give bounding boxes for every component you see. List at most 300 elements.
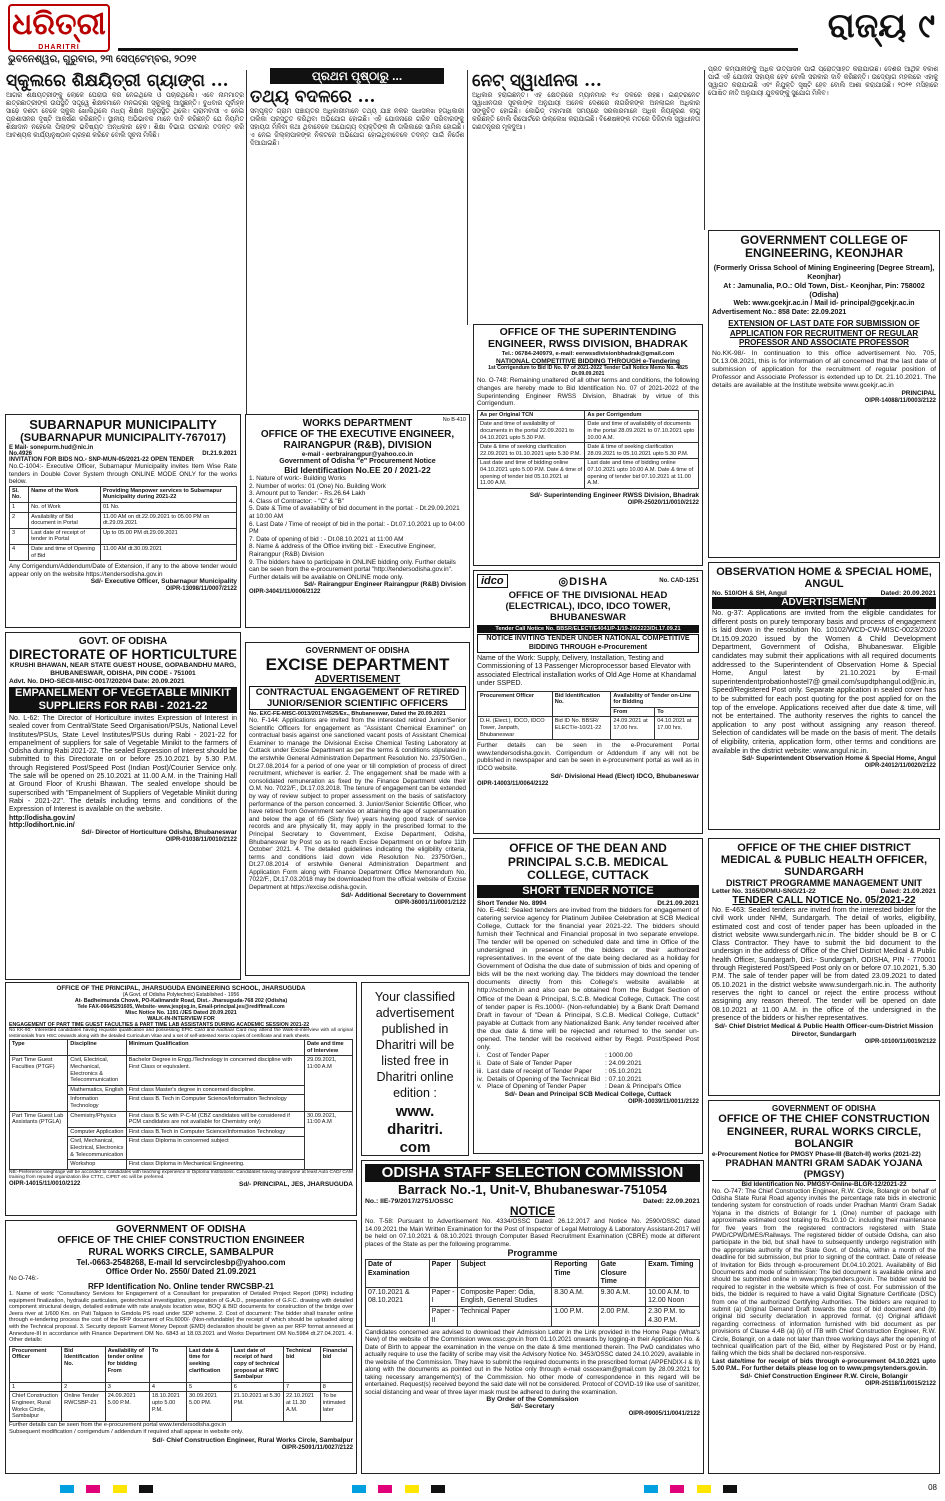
- column-rule: [467, 70, 468, 325]
- cell: 4: [149, 1382, 186, 1392]
- ad-no: No. EXC-FE-MISC-0013/2017/4525/Ex., Bhubaneswar, Dated the 20.09.2021: [249, 711, 446, 717]
- cell: 1: [10, 1382, 62, 1392]
- th: Availability of tender online for bidding From: [105, 1346, 149, 1382]
- table-row: [10, 1346, 353, 1382]
- ad-signature: Sd/- Executive Officer, Subarnapur Municipality: [90, 578, 237, 586]
- ad-ref: OIPR-25091/11/0027/2122: [281, 1444, 353, 1451]
- article-title: ନେଟ୍ ସ୍ୱାଧୀନତା ...: [472, 71, 602, 91]
- ad-ref: OIPR-01038/11/0010/2122: [165, 836, 237, 843]
- ad-date: Dt.21.9.2021: [202, 451, 237, 457]
- cell: Last date and time of bidding online 04.10.2021 upto 5.00 P.M. Date & time of opening of tender bid 05.10.2021 at 11.00 A.M.: [478, 459, 585, 488]
- ad-table: [9, 1346, 353, 1422]
- ad-body: No. O-747: The Chief Construction Engineer, R.W. Circle, Bolangir on behalf of Odisha State Rural Road agency invites the percentage rate bids in electronic tendering system for construction of roads under Pradhan Mantri Gram Sadak Yojana in the districts of Bolangir for 1 (One) number of package with approximate estimated cost totaling to Rs.10.10 Cr. including their maintenance for five years from the registered contractors registered with State PWD/CPWD/MES/Railways. The registered bidder of outside Odisha, can also participate in the bid, but shall have to subsequently undergo registration with the appropriate authority of the State Govt. of Odisha, within a month of the deadline for bid submission, but prior to signing of the contract. Date of release of Invitation for Bids through e-procurement Dt.04.10.2021. Availability of Bid Documents and mode of submission: The bid document is available online and should be submitted online in www.pmgsytenders.gov.in. The bidder would be required to register in the website which is free of cost. For submission of the bids, the bidder is required to have a valid Digital Signature Certificate (DSC) from one of the authorized Certifying Authorities. The bidders are required to submit (a) Original Demand Draft towards the cost of bid document and (b) original bid security declaration in approved format. (c) Original affidavit regarding correctness of information furnished with bid document as per provisions of Clause 4.4B (a) (ii) of ITB with Chief Construction Engineer, R.W. Circle, Bolangir, on a date not later than three working days after the opening of technical qualification part of the Bid, either by Registered Post or by Hand, failing which the bids shall be declared non-responsive.: [712, 1187, 936, 1358]
- cell: 30.09.2021, 11:00 A.M: [304, 1111, 352, 1169]
- ad-work: Name of the Work: Supply, Delivery, Installation, Testing and Commissioning of 13 Passenger Microprocessor based Elevator with associated Electrical installation works of Old Age Home at Khandamal under SSPED.: [477, 655, 697, 688]
- ad-title: SUBARNAPUR MUNICIPALITY: [29, 417, 217, 432]
- th-original: As per Original TCN: [478, 410, 585, 420]
- list-item: 5. Date & Time of availability of bid document in the portal: - Dt.29.09.2021 at 10:00 AM: [249, 505, 460, 520]
- ad-signature: Sd/- PRINCIPAL, JES, JHARSUGUDA: [238, 1180, 353, 1188]
- th: Subject: [458, 1260, 552, 1288]
- ad-title: OFFICE OF THE CHIEF DISTRICT MEDICAL & PUBLIC HEALTH OFFICER, SUNDARGARH: [720, 842, 928, 878]
- ad-body: No. g-37: Applications are invited from the eligible candidates for different posts on purely temporary basis and process of engagement is laid down in the resolution No. 10102/WCD-CW-MISC-0023/2020 Dt.15.09.2020 issued by the Women & Child Development Department, Government of Odisha, Bhubaneswar. Eligible candidates may submit their applications with all required documents addressed to the Superintendent of Observation Home & Special Home, Angul latest by 21.10.2021 by E-mail superintendentprobationhostel7@ gmail.com/supdtphangul.od@nic.in, Speed/Registered Post only. Separate application in sealed cover has to be submitted for each post quoting for the post applied for on the top of the envelope. Applications received after due date & time, will not be entertained. The authority reserves the rights to cancel the application to any post without assigning any reason thereof. Selection of candidates will be made on the basis of merit. The details of eligibility, criteria, application form, other terms and conditions are available in the district website: www.angul.nic.in.: [712, 608, 936, 755]
- article-continued: [250, 66, 464, 414]
- table-row: [10, 528, 237, 544]
- cell: Information Technology: [68, 1095, 126, 1111]
- cell: 8: [320, 1382, 352, 1392]
- cell: 4: [10, 544, 29, 560]
- ad-no: No B-410: [442, 417, 466, 423]
- th: Technical bid: [284, 1346, 321, 1382]
- ad-ossc-notice: [361, 1160, 704, 1474]
- item-label: Cost of Tender Paper: [487, 1052, 550, 1060]
- ad-gce-keonjhar: [708, 230, 940, 558]
- ad-sub: CONTRACTUAL ENGAGEMENT OF RETIRED JUNIOR/SENIOR SCIENTIFIC OFFICERS: [249, 686, 466, 710]
- cell: Bid ID No. BBSR/ ELECT/e-10/21-22: [552, 717, 611, 740]
- ad-body: No. L-62: The Director of Horticulture invites Expression of Interest in sealed cover from Central/State Seed Organisation/PSUs, National Level Institutes/PSUs, State Level Institutes/PSUs during Rabi - 2021-22 for empanelment of suppliers for sale of Vegetable Minikit to the farmers of Odisha during Rabi 2021-22. The sealed Expression of Interest should be submitted to this Directorate on or before 25.10.2021 by 5.30 P.M. through Registered Post/Speed Post (Indian Post)/Courier Service only. The sale will be opened on 25.10.2021 at 11.00 A.M. in the Training Hall at Ground Floor of Krushi Bhawan. The sealed envelope should be superscribed with "Empanelment of Suppliers of Vegetable Minikit during Rabi - 2021-22". The details including terms and conditions of the Expression of Interest is available on the website.: [9, 715, 237, 814]
- ad-gov: GOVT. OF ODISHA: [78, 636, 168, 647]
- ad-notice: NATIONAL COMPETITIVE BIDDING THROUGH e-Tendering: [496, 358, 680, 366]
- article-right-column: [708, 66, 938, 228]
- th: Type: [10, 1040, 68, 1056]
- ad-ref: OIPR-34041/11/0006/2122: [249, 589, 321, 596]
- list-item: 2. Number of works: 01 (One) No. Building Work: [249, 482, 386, 490]
- ad-adv: ADVERTISEMENT: [314, 674, 401, 685]
- ad-observation-home-angul: [708, 562, 940, 830]
- item-label: Last date of receipt of Tender Paper: [487, 1067, 592, 1075]
- ad-signature: PRINCIPAL: [901, 389, 936, 397]
- th: Bid Identification No.: [552, 691, 611, 717]
- cell: 2: [10, 512, 29, 528]
- item-index: iv.: [477, 1075, 484, 1083]
- ad-body: No. E-463: Sealed tenders are invited from the interested bidder for the civil work under NHM, Sundargarh. The detail of works, eligibility, estimated cost and cost of tender paper has been uploaded in the district website www.sundergarh.nic.in. The bidder should be B or C Class Contractor. They have to submit the bid document to the undersign in the address of Office of the Chief District Medical & Public health Officer, Sundargarh, Dist.- Sundargarh, ODISHA, PIN - 770001 through Registered Post/Speed Post only on or before 07.10.2021, 5.30 P.M. The sale of tender paper will be from dated 23.09.2021 to dated 05.10.2021 in the district website www.sundergarh.nic.in. The authority reserves the right to cancel or reject the entire process without assigning any reason thereof. The tender will be opened on date 08.10.2021 at 11.00 A.M. in the office of the undersigned in the presence of the bidders or his/her representatives.: [712, 907, 936, 1022]
- cell: No. of Work: [29, 502, 101, 512]
- item-label: Place of Opening of Tender Paper: [487, 1083, 587, 1091]
- table-row: [10, 1382, 353, 1392]
- th: From: [611, 707, 655, 717]
- ad-title2: OFFICE OF THE EXECUTIVE ENGINEER, RAIRANGPUR (R&B), DIVISION: [260, 429, 455, 451]
- ad-ref: OIPR-14003/11/0064/2122: [477, 780, 549, 787]
- cell: To be intimated later: [320, 1392, 352, 1421]
- cell: Bachelor Degree in Engg./Technology in concerned discipline with First Class or equivalent.: [126, 1056, 304, 1085]
- ad-date: Dated: 22.09.2021: [642, 1198, 700, 1205]
- item-label: Details of Opening of the Technical Bid: [487, 1075, 601, 1083]
- ad-no: No. 510/OH & SH, Angul: [712, 590, 787, 597]
- article-body: ଅଧିକାର ହରାଇଛନ୍ତି। ଏହି କ୍ଷେତ୍ରରେ ମ୍ୟାନମାର ୧୪ ଡଳରେ ରହିଛି। ଇଣ୍ଟରନେଟ ସ୍ୱାଧୀନତାର ସୂଚକାଙ୍କ ଅନୁଯାୟୀ ଅନେକ ଦେଶରେ ନାଗରିକଙ୍କ ଅନଲାଇନ ଅଧିକାର ସଙ୍କୁଚିତ ହୋଇଛି। କୋଭିଡ୍ ମହାମାରୀ ସମୟରେ ସରକାରମାନେ ଅଧିକ ନିୟନ୍ତ୍ରଣ ଲାଗୁ କରିଛନ୍ତି ବୋଲି ରିପୋର୍ଟରେ ଉଲ୍ଲେଖ କରାଯାଇଛି। ବିଶେଷଜ୍ଞଙ୍କ ମତରେ ଡିଜିଟାଲ ସ୍ୱାଧୀନତା ଗଣତନ୍ତ୍ରର ମୂଳଦୁଆ।: [472, 92, 700, 131]
- cell: Date & time of seeking clarification 28.09.2021 to 05.10.2021 upto 5.30 P.M.: [585, 443, 699, 459]
- cell: 2: [62, 1382, 106, 1392]
- ad-ref: OIPR-10039/11/0011/2122: [627, 1099, 699, 1106]
- cell: Civil, Mechanical, Electrical, Electronics & Telecommunication: [68, 1137, 126, 1160]
- color-swatch: [378, 1485, 392, 1493]
- ad-web: Web: www.gcekjr.ac.in / Mail id- principal@gcekjr.ac.in: [733, 300, 915, 307]
- ad-signature: Sd/- Chief Construction Engineer R.W. Circle, Bolangir: [740, 1372, 908, 1380]
- cell: Date and time of Opening of Bid: [29, 544, 101, 560]
- th: Reporting Time: [552, 1260, 598, 1288]
- cell: Paper - II: [429, 1307, 458, 1326]
- ad-table: [9, 486, 237, 561]
- cell: 22.10.2021 at 11.30 A.M.: [284, 1392, 321, 1421]
- promo-url[interactable]: com: [399, 1139, 431, 1156]
- section-title: ରାଜ୍ୟ ୯: [827, 6, 935, 46]
- ad-bid: Bid Identification No.EE 20 / 2021-22: [284, 465, 431, 475]
- list-item: 3. Amount put to Tender: - Rs.26.64 Lakh: [249, 490, 366, 498]
- cell: Last date of receipt of tender in Portal: [29, 528, 101, 544]
- table-row: [366, 1260, 700, 1288]
- list-item: [477, 1060, 699, 1068]
- ad-link[interactable]: http://odihort.nic.in/: [9, 821, 75, 829]
- color-swatch: [139, 1485, 153, 1493]
- th: Providing Manpower services to Subarnapur Municipality during 2021-22: [101, 486, 237, 502]
- ad-jharsuguda-engineering-school: [5, 982, 357, 1216]
- ad-no: No. CAD-1251: [659, 578, 699, 584]
- table-row: [10, 1392, 353, 1421]
- cell: Online Tender RWCSBP-21: [62, 1392, 106, 1421]
- cell: Availability of Bid document in Portal: [29, 512, 101, 528]
- column-rule: [246, 70, 247, 415]
- cell: First class Master's degree in concerned discipline.: [126, 1085, 304, 1095]
- item-value: : 05.10.2021: [605, 1067, 642, 1075]
- ad-title: ODISHA STAFF SELECTION COMMISSION: [365, 1164, 700, 1182]
- th: Gate Closure Time: [598, 1260, 645, 1288]
- th-corrigendum: As per Corrigendum: [585, 410, 699, 420]
- color-swatch: [431, 1485, 445, 1493]
- column-rule: [704, 70, 705, 230]
- item-index: v.: [477, 1083, 482, 1091]
- color-swatch: [644, 1485, 658, 1493]
- ad-sub: 1st Corrigendum to Bid ID No. 07 of 2021-2022 Tender Call Notice Memo No. 4825 Dt.09.09.2021: [488, 365, 688, 378]
- ad-title: OFFICE OF THE DEAN AND PRINCIPAL S.C.B. MEDICAL COLLEGE, CUTTACK: [507, 841, 669, 882]
- ad-date: Dated: 21.09.2021: [880, 888, 936, 895]
- color-swatch: [670, 1485, 684, 1493]
- cell: Composite Paper: Odia, English, General Studies: [458, 1287, 552, 1306]
- cell: Part Time Guest Lab Assistants (PTGLA): [10, 1111, 68, 1169]
- item-value: : 24.09.2021: [605, 1059, 642, 1067]
- ad-extension: EXTENSION OF LAST DATE FOR SUBMISSION OF APPLICATION FOR RECRUITMENT OF REGULAR PROFESSOR AND ASSOCIATE PROFESSOR: [728, 319, 920, 347]
- ad-address: At- Badheimunda Chowk, PO-Kalimandir Road, Dist.- Jharsuguda-768 202 (Odisha): [74, 998, 288, 1004]
- cell: Mathematics, English: [68, 1085, 126, 1095]
- article-net-freedom: [472, 70, 700, 324]
- cell: Date and time of availability of documents in the portal 22.09.2021 to 04.10.2021 upto 5.30 P.M.: [478, 420, 585, 443]
- table-row: [10, 502, 237, 512]
- ad-title2: (SUBARNAPUR MUNICIPALITY-767017): [20, 432, 226, 444]
- ad-works-rairangpur: [245, 414, 470, 628]
- ad-ref: OIPR-14088/11/0003/2122: [864, 397, 936, 404]
- ad-body: No.C-1004:- Executive Officer, Subarnapur Municipality invites Item Wise Rate tenders in Double Cover System through ONLINE MODE ONLY for the works below.: [9, 463, 237, 486]
- ad-title: EXCISE DEPARTMENT: [265, 655, 450, 674]
- idco-logo-icon: idco: [477, 574, 508, 588]
- ad-footnote: Further details can be seen in the e-Procurement Portal www.tendersodisha.gov.in. Corrigendum or Addendum if any will not be published in newspaper and can be seen in e-procurement portal as well as in IDCO website.: [477, 742, 699, 772]
- ad-sub: (A Govt. of Odisha Polytechnic) Established - 1956: [122, 992, 240, 998]
- ad-body: No.KK-98/- In continuation to this office advertisement No. 705, Dt.13.08.2021, this is for information of all concerned that the last date of submission of application for the recruitment of regular position of Professor and Associate Professor is extended up to Dt. 21.10.2021. The details are available at the Institute website www.gcekjr.ac.in: [712, 349, 936, 389]
- ad-no: No.4926: [9, 451, 33, 457]
- list-item: 9. The bidders have to participate in ONLINE bidding only. Further details can be seen from the e-procurement portal "http://tendersodisha.gov.in". Further details will be available on ONLINE mode only.: [249, 558, 456, 581]
- th: To: [149, 1346, 186, 1382]
- color-swatch: [60, 1485, 74, 1493]
- ad-misc: Misc Notice No. 1191 /JES Dated 20.09.2021: [125, 1010, 237, 1016]
- promo-url[interactable]: www.: [395, 1103, 435, 1120]
- article-title: ସ୍କୁଲରେ ଶିକ୍ଷୟିତ୍ରୀ ଗ୍ୟାଙ୍ଗ ...: [6, 71, 229, 91]
- ad-bar: NOTICE INVITING TENDER UNDER NATIONAL COMPETITIVE BIDDING THROUGH e-Procurement: [477, 634, 699, 653]
- th: Minimum Qualification: [126, 1040, 304, 1056]
- cell: 3: [105, 1382, 149, 1392]
- cell: Date and time of availability of documents in the portal 28.09.2021 to 07.10.2021 upto 10.00 A.M.: [585, 420, 699, 443]
- ad-signature: Sd/- Chief District Medical & Public Health Officer-cum-District Mission Director, Sundargarh: [714, 1023, 934, 1039]
- ad-body: No KK-90:- Interested candidates having requisite qualification and possessing EPIC Card and Aadhaar Card may attend the Walk-in-interview with all original testimonials from HSC onwards along with the detailed Curriculum Vitae and a set of self-attested Xerox copies of certificate and mark sheets.: [9, 1028, 353, 1039]
- ad-order: Office Order No. 2550/ Dated 21.09.2021: [105, 1267, 257, 1276]
- cell: 11.00 AM dt.30.09.2021: [101, 544, 237, 560]
- list-item: [477, 1052, 699, 1060]
- cell: D.H. (Elect.), IDCO, IDCO Tower, Janpath, Bhubaneswar: [478, 717, 553, 740]
- ad-bar: PRADHAN MANTRI GRAM SADAK YOJANA (PMGSY): [712, 1158, 936, 1181]
- ad-title: DIRECTORATE OF HORTICULTURE: [9, 647, 237, 662]
- th: Exam. Timing: [646, 1260, 700, 1288]
- ad-table: [477, 410, 699, 489]
- th: Paper: [429, 1260, 458, 1288]
- list-item: 8. Name & address of the Office inviting bid: - Executive Engineer, Rairangpur (R&B) Division: [249, 543, 436, 558]
- item-value: : 1000.00: [605, 1052, 633, 1060]
- ad-last-date: Last date/time for receipt of bids through e-procurement 04.10.2021 upto 5.00 P.M.. For further details please log on to www.pmgsytenders.gov.in.: [712, 1357, 936, 1373]
- item-label: Date of Sale of Tender Paper: [487, 1059, 572, 1067]
- table-row: [366, 1287, 700, 1306]
- cell: 18.10.2021 upto 5.00 P.M.: [149, 1392, 186, 1421]
- ad-head: ENGAGEMENT OF PART TIME GUEST FACULTIES & PART TIME LAB ASSISTANTS DURING ACADEMIC SESSION 2021-22: [9, 1022, 310, 1028]
- newspaper-logo[interactable]: ଧରିତ୍ରୀ DHARITRI: [8, 4, 110, 52]
- ad-body: No. E-461: Sealed tenders are invited from the bidders for engagement of catering service agency for Platinum Jubilee Celebration at SCB Medical College, Cuttack for the financial year 2021-22. The bidders should furnish their Technical and Financial proposal in two separate envelope. The tender will be opened on scheduled date and time in Office of the undersigned in presence of the bidders or their authorized representatives. In the event of the date being declared as a holiday for Government of Odisha the due date of submission of bids and opening of bids will be the next working day. The bidders may download the tender documents directly from this College's website available at http://scbmch.in and also can be obtained from the Budget Section of Office of the Dean & Principal, S.C.B. Medical College, Cuttack. The cost of tender paper is Rs.1000/- (Non-refundable) by a Bank Draft Demand Draft in favour of "Dean & Principal, S.C.B. Medical College, Cuttack" payable at Cuttack from any Nationalized Bank. Any tender received after the due date & time will be rejected and returned to the sender un-opened. The tender will be received either by Regd. Post/Speed Post only.: [477, 906, 699, 1052]
- th: Last date & time for seeking clarification: [186, 1346, 231, 1382]
- cell: Computer Application: [68, 1127, 126, 1137]
- th: Bid Identification No.: [62, 1346, 106, 1382]
- ad-signature: Sd/- Additional Secretary to Government: [340, 891, 466, 899]
- ad-signature: Sd/- Superintending Engineer RWSS Division, Bhadrak: [529, 491, 699, 499]
- ad-table: [9, 1039, 353, 1170]
- ad-signature: Sd/- Secretary: [510, 1403, 555, 1411]
- list-item: 7. Date of opening of bid : - Dt.08.10.2021 at 11:00 AM: [249, 535, 404, 543]
- list-item: [477, 1076, 699, 1084]
- color-swatch: [405, 1485, 419, 1493]
- ad-body: No. T-58: Pursuant to Advertisement No. 4334/OSSC Dated: 26.12.2017 and Notice No. 2590/OSSC dated 14.09.2021 the Main Written Examination for the Post of Inspector of Legal Metrology & Laboratory Assistant-2017 will be held on 07.10.2021 & 08.10.2021 through Computer Based Recruitment Examination (CBRE) mode at different places of the State as per the following programme.: [365, 1218, 700, 1248]
- ad-title: OFFICE OF THE CHIEF CONSTRUCTION ENGINEER, RURAL WORKS CIRCLE, BOLANGIR: [718, 1113, 930, 1150]
- ad-body: No. O-748: Remaining unaltered of all other terms and conditions, the following changes are hereby made to Bid Identification No. 07 of 2021-2022 of the Superintending Engineer RWSS Division, Bhadrak by virtue of this Corrigendum.: [477, 377, 699, 408]
- ad-bar: Tender Call Notice No. BBSR/ELECT/E4041/P-1/19-20/2223/Dt.17.09.21: [477, 625, 699, 633]
- ad-rwss-bhadrak: [473, 324, 703, 566]
- ad-gov: GOVERNMENT OF ODISHA: [771, 1104, 876, 1113]
- ad-bid: Bid Identification No. PMGSY-Online-BLGR-12/2021-22: [741, 1180, 907, 1188]
- ad-signature: Sd/- Rairangpur Engineer Rairangpur (R&B) Division: [303, 581, 466, 589]
- article-body: ସମ୍ପୃକ୍ତ ଗ୍ରାମ ପଞ୍ଚାୟତର ଅଧିକାରୀମାନେ ତଥ୍ୟ ଯାଞ୍ଚ ନକରି ସିଧାସଳଖ ହିତାଧିକାରୀ ତାଲିକା ପ୍ରସ୍ତୁତ କରିଥିବା ଅଭିଯୋଗ ହୋଇଛି। ଏହି ଯୋଜନାରେ ଗରିବ ପରିବାରଙ୍କୁ ସହାୟତା ମିଳିବା କଥା ଥିବାବେଳେ ଅଯୋଗ୍ୟ ବ୍ୟକ୍ତିଙ୍କ ନାଁ ତାଲିକାରେ ସାମିଲ ହୋଇଛି। ଏ ନେଇ ଜିଲ୍ଲାପାଳଙ୍କ ନିକଟରେ ଅଭିଯୋଗ ହୋଇଥିବାବେଳେ ତଦନ୍ତ ପାଇଁ ନିର୍ଦ୍ଦେଶ ଦିଆଯାଇଛି।: [250, 108, 464, 147]
- list-item: 1. Nature of work:- Building Works: [249, 475, 346, 482]
- promo-text: Your classified advertisement published in Dharitri will be listed free in Dharitri online edition :: [374, 990, 456, 1100]
- ad-item-list: [477, 1052, 699, 1091]
- cell: 07.10.2021 & 08.10.2021: [366, 1287, 430, 1326]
- ad-gov: GOVERNMENT OF ODISHA: [305, 646, 410, 655]
- th: Last date of receipt of hard copy of technical proposal at RWC Sambalpur: [231, 1346, 283, 1382]
- print-color-bar: [0, 1482, 945, 1496]
- list-item: 4. Class of Contractor: - "C" & "B": [249, 497, 345, 505]
- ad-title: OFFICE OF THE PRINCIPAL, JHARSUGUDA ENGINEERING SCHOOL, JHARSUGUDA: [56, 985, 306, 992]
- ad-title: OFFICE OF THE DIVISIONAL HEAD (ELECTRICAL), IDCO, IDCO TOWER, BHUBANESWAR: [505, 590, 671, 623]
- cell: 8.30 A.M.: [552, 1287, 598, 1306]
- ad-rural-works-bolangir: [708, 1100, 940, 1474]
- article-body: ଆଗର ଶିକ୍ଷୟିତ୍ରୀଙ୍କୁ ଲୋକେ ଘେରାଉ କରି ନେଇଥିଲେ ଓ ପଚାରିଥିଲେ। ଏବେ ନାମମାତ୍ର ଛାତ୍ରଛାତ୍ରୀଙ୍କ ଉପସ୍ଥିତି ସତ୍ତ୍ୱେ ଶିକ୍ଷକମାନେ ମନଇଚ୍ଛା ସ୍କୁଲକୁ ଆସୁଛନ୍ତି। ବୁଧବାର ପୂର୍ବାହ୍ନ ସାଢ଼େ ଦଶଟା ବେଳେ ସ୍କୁଲ ଖୋଲିଥିଲେ ମଧ୍ୟ ଶିକ୍ଷକ ଅନୁପସ୍ଥିତ ଥିଲେ। ଗ୍ରାମବାସୀ ଏ ନେଇ ପ୍ରଶାସନର ଦୃଷ୍ଟି ଆକର୍ଷଣ କରିଛନ୍ତି। ସ୍ଥାନୀୟ ଅଭିଭାବକ ମାନେ ଦାବି କରିଛନ୍ତି ଯେ ନିୟମିତ ଶିକ୍ଷାଦାନ ନହେଲେ ପିଲାଙ୍କ ଭବିଷ୍ୟତ ଅନ୍ଧକାର ହେବ। ଶିକ୍ଷା ବିଭାଗ ଘଟଣାର ତଦନ୍ତ କରି ଆବଶ୍ୟକ କାର୍ଯ୍ୟାନୁଷ୍ଠାନ ଗ୍ରହଣ କରିବେ ବୋଲି ସୂଚନା ମିଳିଛି।: [6, 92, 244, 139]
- color-swatch: [697, 1485, 711, 1493]
- ad-footnote: Subsequent modification / corrigendum / addendum if required shall appear in website only.: [9, 1429, 244, 1436]
- cell: 11.00 AM on dt.22.09.2021 to 05.00 PM on dt.29.09.2021: [101, 512, 237, 528]
- masthead-rule: [118, 48, 798, 51]
- cell: Chemistry/Physics: [68, 1111, 126, 1127]
- ad-gov: Government of Odisha "e" Procurement Notice: [279, 458, 436, 465]
- ad-ref: OIPR-09005/11/0041/2122: [628, 1411, 700, 1418]
- list-item: [477, 1083, 699, 1091]
- ad-no: Letter No. 3165/DPMU-SNG/21-22: [712, 888, 816, 895]
- cell: First class Diploma in Mechanical Engineering.: [126, 1160, 304, 1170]
- th: Date and time of Interview: [304, 1040, 352, 1056]
- cell: 2.30 P.M. to 4.30 P.M.: [646, 1307, 700, 1326]
- ad-gov: GOVERNMENT OF ODISHA: [115, 1224, 246, 1235]
- ad-signature: Sd/- Director of Horticulture Odisha, Bhubaneswar: [81, 828, 237, 836]
- item-index: i.: [477, 1052, 481, 1060]
- item-index: iii.: [477, 1067, 484, 1075]
- ad-excise-department: [245, 642, 470, 976]
- ad-signature: Sd/- Chief Construction Engineer, Rural Works Circle, Sambalpur: [152, 1436, 353, 1444]
- ad-ref: OIPR-36001/11/0001/2122: [394, 899, 466, 906]
- article-title: ତଥ୍ୟ ବଦଳରେ ...: [250, 87, 376, 107]
- ad-email: e-mail - eerbrairangpur@yahoo.co.in: [301, 451, 414, 458]
- page-number: 08: [928, 1483, 937, 1492]
- masthead: [0, 0, 945, 70]
- ad-table: [365, 1259, 700, 1326]
- cell: 2.00 P.M.: [598, 1307, 645, 1326]
- ad-address: At : Jamunalia, P.O.: Old Town, Dist.- Keonjhar, Pin: 758002 (Odisha): [723, 281, 925, 299]
- ad-title: OFFICE OF THE CHIEF CONSTRUCTION ENGINEER RURAL WORKS CIRCLE, SAMBALPUR: [57, 1235, 305, 1258]
- continued-tag: ପ୍ରଥମ ପୃଷ୍ଠାରୁ ...: [270, 68, 444, 84]
- promo-online-edition[interactable]: [361, 982, 469, 1156]
- ad-ref: OIPR-24012/11/0020/2122: [864, 763, 936, 770]
- ad-idco-electrical: [473, 570, 703, 834]
- ad-footnote: NB:-Preference weightage will be accorded to candidates with teaching experience in Diploma Institutions. Candidates having undergone at least Auto CAD/ CAM training from reputed organization like CTTC, CIPET etc will be preferred.: [9, 1169, 353, 1181]
- cell: 6: [231, 1382, 283, 1392]
- cell: First class B.Sc with P-C-M (CBZ candidates will be considered if PCM candidates are not available for Chemistry only): [126, 1111, 304, 1127]
- ad-title: WORKS DEPARTMENT: [302, 418, 413, 429]
- table-row: [10, 512, 237, 528]
- ad-title: GOVERNMENT COLLEGE OF ENGINEERING, KEONJHAR: [740, 233, 908, 260]
- ad-sub: e-Procurement Notice for PMGSY Phase-III (Batch-II) works (2021-22): [712, 1150, 921, 1158]
- ad-signature: Sd/- Dean and Principal SCB Medical College, Cuttack: [504, 1091, 672, 1099]
- th: Sl. No.: [10, 486, 29, 502]
- ad-sub: (Formerly Orissa School of Mining Engineering [Degree Stream], Keonjhar): [713, 263, 935, 281]
- ad-no: No.: IIE-79/2017/2751/OSSC: [365, 1198, 454, 1205]
- ad-ref: OIPR-25020/11/0010/2122: [627, 499, 699, 506]
- cell: Part Time Guest Faculties (PTGF): [10, 1056, 68, 1111]
- color-swatch: [723, 1485, 737, 1493]
- ad-no: No O-746:-: [9, 1276, 39, 1282]
- cell: Paper - I: [429, 1287, 458, 1306]
- ad-ref: OIPR-10100/11/0019/2122: [864, 1039, 936, 1046]
- ad-email: E Mail- sonepurm.hud@nic.in: [9, 445, 94, 451]
- dateline: ଭୁବନେଶ୍ୱର, ଗୁରୁବାର, ୨୩ ସେପ୍ଟେମ୍ବର, ୨୦୨୧: [8, 54, 197, 65]
- table-row: [10, 544, 237, 560]
- ad-title: OFFICE OF THE SUPERINTENDING ENGINEER, RWSS DIVISION, BHADRAK: [488, 326, 688, 350]
- ad-directorate-horticulture: [5, 632, 241, 980]
- th: Availability of Tender on-Line for Bidding: [611, 691, 699, 707]
- cell: 30.09.2021 5.00 PM.: [186, 1392, 231, 1421]
- cell: 1.00 P.M.: [552, 1307, 598, 1326]
- ad-bar: ADVERTISEMENT: [712, 597, 936, 609]
- ad-notice: NOTICE: [509, 1204, 556, 1218]
- ad-bar: TENDER CALL NOTICE No. 05/2021-22: [732, 895, 916, 906]
- cell: Workshop: [68, 1160, 126, 1170]
- ad-bar: SHORT TENDER NOTICE: [477, 885, 699, 898]
- ad-ref: OIPR-25118/11/0015/2122: [864, 1380, 936, 1387]
- ad-contact: Tel.: 06784-240979, e-mail: eerwssdivisionbhadrak@gmail.com: [501, 351, 675, 357]
- th: Financial bid: [320, 1346, 352, 1382]
- th: Procurement Officer: [478, 691, 553, 717]
- color-swatch: [352, 1485, 366, 1493]
- cell: Technical Paper: [458, 1307, 552, 1326]
- ad-scb-medical: [473, 838, 703, 1154]
- ad-body: No. F-144: Applications are invited from the interested retired Junior/Senior Scientific Officers for engagement as "Assistant Chemical Examiner" on contractual basis against one sanctioned vacant posts of Assistant Chemical Examiner to manage the Divisional Excise Chemical Testing Laboratory at Cuttack under Excise Department as per the terms & conditions stipulated in the erstwhile General Administration Department Resolution No. 23750/Gen., Dt.27.08.2014 for a period of one year or till completion of process of direct recruitment, whichever is earlier. 2. The engagement shall be made with a consolidated remuneration as fixed by the Finance Department vide their O.M. No. 7022/F., Dt.17.03.2018. The tenure of engagement can be extended by way of review subject to proper assessment on the basis of satisfactory performance of the person concerned. 3. Junior/Senior Scientific Officer, who have retired from Government service on attaining the age of superannuation and below the age of 65 (Sixty five) years having good track of service records and are physically fit, may apply in the prescribed format to the Principal Secretary to Government, Excise Department, Odisha, Bhubaneswar by Post so as to reach Excise Department on or before 11th October' 2021. 4. The detailed guidelines indicating the eligibility criteria, terms and conditions laid down vide Resolution No. 23750/Gen., Dt.27.08.2014 of erstwhile General Administration Department and Application Form along with Finance Department Office Memorandum No. 7022/F., Dt.17.03.2018 may be downloaded from the official website of Excise Department at https://excise.odisha.gov.in.: [249, 717, 466, 892]
- ad-body: 1. Name of work: "Consultancy Services for Engagement of a Consultant for preparation of Detailed Project Report (DPR) including equipment finalization, hydraulic particulars, geotechnical investigation, preparation of G.A.D., preparation of G.F.C. drawing with detailed component structural design, detailed estimate with rate analysis location wise, BOQ & BID documents for construction of the bridge over Jeera river at 1/600 Km. on Pati Talgaon to Gmdola PS road under SDP scheme. 2. Cost of document: The bidder shall transfer online through e-tendering process the cost of the RFP document of Rs.6000/- (Non-refundable) the receipt of which should be uploaded along with the Technical proposal. 3. Security deposit: Earnest Money Deposit (EMD) declaration should be given as per RFP format annexed at Annexture-III in accordance with Finance Department OM No. 6843 at 18.03.2021 and Works Department OM No.5984 dt.27.04.2021. 4. Other details:: [9, 1291, 353, 1344]
- ad-programme: Programme: [507, 1248, 558, 1259]
- cell: Civil, Electrical, Mechanical, Electronics & Telecommunication: [68, 1056, 126, 1085]
- ad-signature: Sd/- Superintendent Observation Home & Special Home, Angul: [741, 755, 936, 763]
- ad-date: Dt.21.09.2021: [657, 899, 699, 907]
- cell: 01 No.: [101, 502, 237, 512]
- ad-signature: Sd/- Divisional Head (Elect) IDCO, Bhubaneswar: [550, 772, 699, 780]
- item-index: ii.: [477, 1059, 482, 1067]
- ad-link[interactable]: http://odisha.gov.in/: [9, 814, 75, 822]
- article-school-teacher: [6, 70, 244, 412]
- list-item: 6. Last Date / Time of receipt of bid in the portal: - Dt.07.10.2021 up to 04:00 PM: [249, 520, 465, 536]
- ad-no: Short Tender No. 8994: [477, 899, 547, 907]
- ad-footnote: Candidates concerned are advised to download their Admission Letter in the Link provided in the Home Page (What's New) of the website of the Commission www.ossc.gov.in from 01.10.2021 onwards by logging-in their Application No. & Date of Birth to appear the examination in the venue on the date & time mentioned therein. The PwD candidates who actually require to use the facility of scribe may visit the Advisory Notice No. 3453/OSSC dated 24.10.2029, available in the website of the Commission. They have to submit the required documents in the prescribed format (APPENDIX-I & II) along with the documents as pointed out in the Notice only through e-mail osscexam@gmail.com by 28.09.2021 for taking necessary arrangement(s) of the Commission. No other mode of correspondence in this regard will be entertained. Request(s) received beyond the said date will not be considered. Protocol of COVID-19 like use of sanitizer, social distancing and wear of three layer mask must be adhered to during the examination.: [365, 1328, 700, 1396]
- th: Date of Examination: [366, 1260, 430, 1288]
- th: Discipline: [68, 1040, 126, 1056]
- cell: Date & time of seeking clarification 22.09.2021 to 01.10.2021 upto 5.30 P.M.: [478, 443, 585, 459]
- ad-tel: Tel.-0663-2548268, E-mail Id servcirclesbp@yahoo.com: [76, 1258, 286, 1267]
- ad-table: [477, 691, 699, 741]
- cell: 3: [10, 528, 29, 544]
- ad-address: Barrack No.-1, Unit-V, Bhubaneswar-751054: [365, 1182, 700, 1198]
- th: To: [655, 707, 699, 717]
- color-swatch: [113, 1485, 127, 1493]
- item-value: : Dean & Principal's Office: [605, 1083, 682, 1091]
- cell: 10.00 A.M. to 12.00 Noon: [646, 1287, 700, 1306]
- ad-footnote: Further details can be seen from the e-procurement portal www.tendersodisha.gov.in: [9, 1421, 227, 1428]
- ad-subarnapur-municipality: [5, 414, 241, 628]
- cell: 5: [186, 1382, 231, 1392]
- ad-date: Dated: 20.09.2021: [880, 590, 936, 597]
- cell: 21.10.2021 at 5.30 PM.: [231, 1392, 283, 1421]
- ad-title: OBSERVATION HOME & SPECIAL HOME, ANGUL: [716, 566, 932, 590]
- ad-walk: WALK-IN-INTERVIEW FOR: [147, 1016, 215, 1022]
- ad-rural-works-sambalpur: [5, 1220, 357, 1474]
- odisha-logo-icon: ◎DISHA: [558, 575, 609, 588]
- ad-footnote: Any Corrigendum/Addendum/Date of Extension, if any to the above tender would appear only on the website https://tendersodisha.gov.in: [9, 563, 237, 578]
- cell: 04.10.2021 at 17.00 hrs.: [655, 717, 699, 740]
- cell: First class Diploma in concerned subject: [126, 1137, 304, 1160]
- color-swatch: [86, 1485, 100, 1493]
- item-value: : 07.10.2021: [605, 1075, 642, 1083]
- th: Name of the Work: [29, 486, 101, 502]
- ad-ref: OIPR-13098/11/0007/2122: [165, 586, 237, 593]
- list-item: [477, 1068, 699, 1076]
- cell: First class B.Tech in Computer Science/Information Technology: [126, 1127, 304, 1137]
- ad-adv-no: Advertisement No.: 858 Date: 22.09.2021: [712, 309, 847, 316]
- cell: Last date and time of bidding online 07.10.2021 upto 10.00 A.M. Date & time of opening of tender bid 07.10.2021 at 11.00 A.M.: [585, 459, 699, 488]
- cell: 7: [284, 1382, 321, 1392]
- promo-url[interactable]: dharitri.: [387, 1121, 443, 1138]
- th: Procurement Officer: [10, 1346, 62, 1382]
